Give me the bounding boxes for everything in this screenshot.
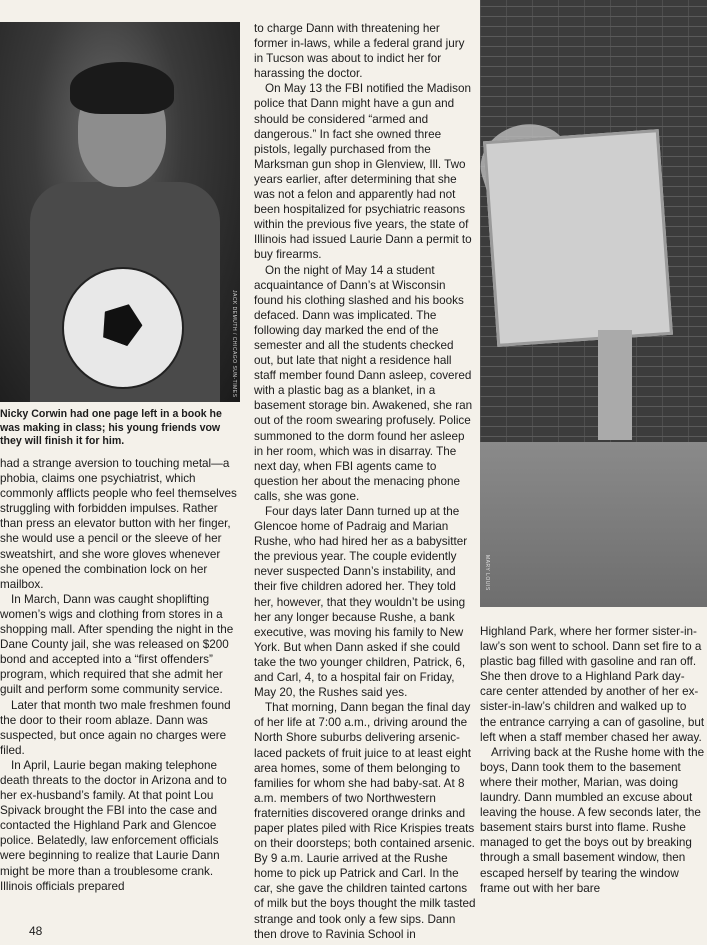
soccer-ball-icon	[62, 267, 184, 389]
car-door-shape	[483, 129, 673, 347]
paragraph: On the night of May 14 a student acquaintance of Dann’s at Wisconsin found his clothing slashed and his books defaced. Dann was implicated. The following day marked the end of the semester and all the students checked out, but late that night a residence hall staff member found Dann asleep, covered with a plastic bag as a blanket, in a basement storage bin. Awakened, she ran out of the room swearing profusely. Police summoned to the dorm found her asleep in her room, which was in disarray. The next day, when FBI agents came to question her about the menacing phone calls, she was gone.	[254, 263, 473, 503]
photo-credit-brick: MARY LOUIS	[484, 555, 490, 591]
paragraph: to charge Dann with threatening her former in-laws, while a federal grand jury in Tucson was about to indict her for harassing the doctor.	[254, 22, 465, 81]
article-column-2	[254, 21, 476, 942]
photo-credit-boy: JACK DEMUTH / CHICAGO SUN-TIMES	[231, 290, 237, 398]
hair-shape	[70, 62, 174, 114]
paragraph: In April, Laurie began making telephone death threats to the doctor in Arizona and to her ex-husband’s family. At that point Lou Spivack brought the FBI into the case and contacted the Highland Park and Glencoe police. Belatedly, law enforcement officials were beginning to realize that Laurie Dann might be more than a troublesome crank. Illinois officials prepared	[0, 758, 227, 893]
paragraph: Highland Park, where her former sister-in-law’s son went to school. Dann set fire to a plastic bag filled with gasoline and ran off. She then drove to a Highland Park day-care center attended by another of her ex-sister-in-law’s children and walked up to the entrance carrying a can of gasoline, but left when a staff member chased her away.	[480, 625, 705, 744]
paragraph: had a strange aversion to touching metal—a phobia, claims one psychiatrist, which commonly afflicts people who feel themselves struggling with forbidden impulses. Rather than press an elevator button with her finger, she would use a pencil or the sleeve of her sweatshirt, and she wore gloves whenever she opened the combination lock on her mailbox.	[0, 457, 237, 591]
photo-brick-wall-door	[480, 0, 707, 607]
paragraph: On May 13 the FBI notified the Madison police that Dann might have a gun and should be considered “armed and dangerous.” In fact she owned three pistols, legally purchased from the Marksman gun shop in Glenview, Ill. Two years earlier, after determining that she was not a felon and apparently had not been hospitalized for psychiatric reasons within the previous five years, the state of Illinois had issued Laurie Dann a permit to buy firearms.	[254, 82, 472, 262]
page-number: 48	[29, 924, 43, 938]
paragraph: In March, Dann was caught shoplifting women’s wigs and clothing from stores in a shopping mall. After spending the night in the Dane County jail, she was released on $200 bond and accepted into a “first offenders” program, which required that she admit her guilt and perform some community service.	[0, 592, 234, 697]
paragraph: Four days later Dann turned up at the Glencoe home of Padraig and Marian Rushe, who had hired her as a babysitter the previous year. The couple evidently never suspected Dann’s instability, and their five children adored her. They told her, however, that they wouldn’t be using her any longer because Rushe, a bank executive, was moving his family to New York. But when Dann asked if she could take the two younger children, Patrick, 6, and Carl, 4, to a hospital fair on Friday, May 20, the Rushes said yes.	[254, 505, 468, 700]
photo-caption: Nicky Corwin had one page left in a book he was making in class; his young friends vow they will finish it for him.	[0, 408, 222, 447]
person-leg-shape	[598, 330, 632, 440]
photo-boy-with-soccer-ball	[0, 22, 240, 402]
paragraph: Later that month two male freshmen found the door to their room ablaze. Dann was suspected, but once again no charges were filed.	[0, 698, 231, 757]
wet-pavement-shape	[480, 442, 707, 607]
paragraph: Arriving back at the Rushe home with the boys, Dann took them to the basement where their mother, Marian, was doing laundry. Dann mumbled an excuse about leaving the house. A few seconds later, the basement stairs burst into flame. Rushe managed to get the boys out by breaking through a small basement window, then escaped herself by tearing the window frame out with her bare	[480, 745, 705, 895]
article-column-1	[0, 456, 240, 894]
article-column-3	[480, 624, 705, 896]
paragraph: That morning, Dann began the final day of her life at 7:00 a.m., driving around the North Shore suburbs delivering arsenic-laced packets of fruit juice to at least eight area homes, some of them belonging to families for whom she had baby-sat. At 8 a.m. members of two Northwestern fraternities discovered orange drinks and paper plates piled with Rice Krispies treats on their doorsteps; both contained arsenic. By 9 a.m. Laurie arrived at the Rushe home to pick up Patrick and Carl. In the car, she gave the children tainted cartons of milk but the boys thought the milk tasted strange and took only a few sips. Dann then drove to Ravinia School in	[254, 701, 476, 941]
